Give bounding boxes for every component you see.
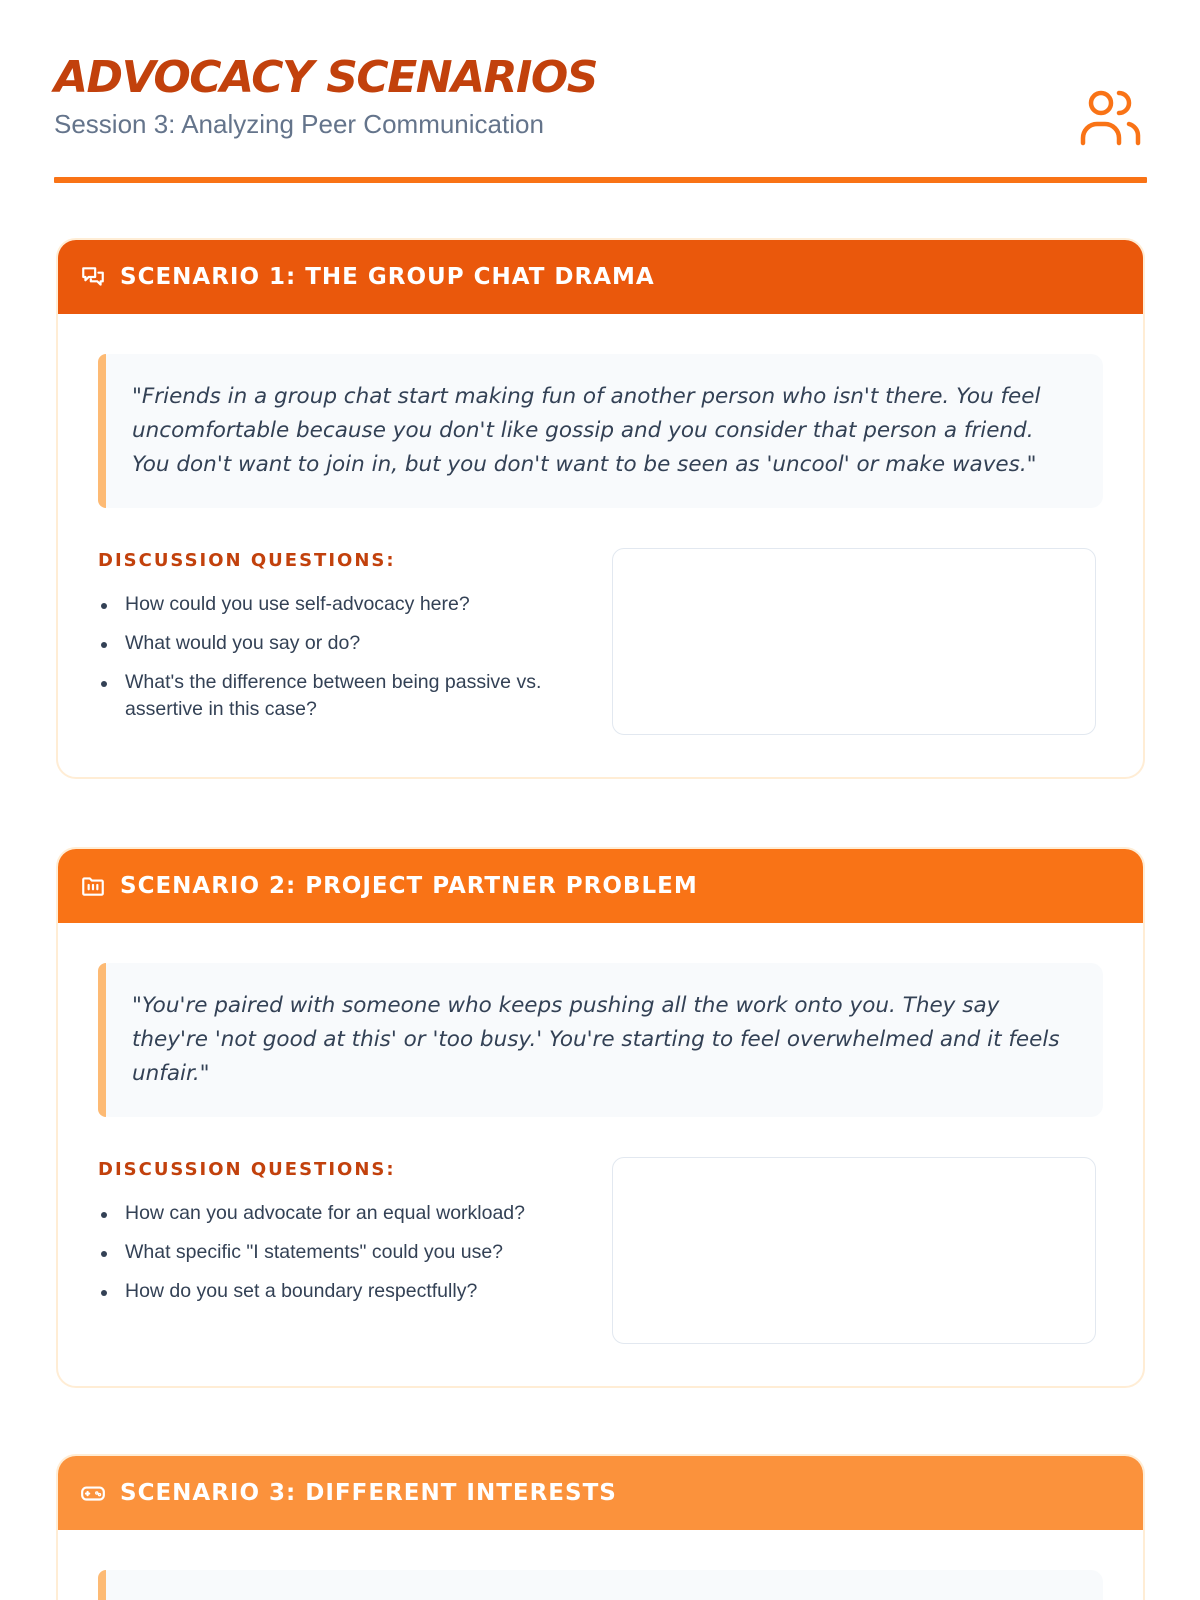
question-item: What's the difference between being passive vs. assertive in this case? (98, 669, 568, 723)
discussion-questions-label: DISCUSSION QUESTIONS: (98, 1159, 396, 1180)
question-item: How could you use self-advocacy here? (98, 591, 568, 618)
scenario-card-1 (56, 238, 1145, 779)
scenario-body (58, 923, 1143, 1384)
scenario-body (58, 314, 1143, 775)
scenario-quote: "Friends in a group chat start making fun of another person who isn't there. You feel uncomfortable because you don't like gossip and you consider that person a friend. You don't want to join in, but you don't want to be seen as 'uncool' or make waves." (98, 354, 1103, 508)
header-divider (54, 177, 1147, 183)
question-list (98, 1200, 568, 1305)
question-item: How can you advocate for an equal workload? (98, 1200, 568, 1227)
answer-box[interactable] (612, 548, 1096, 735)
scenario-card-2 (56, 847, 1145, 1388)
scenario-quote: "You're paired with someone who keeps pushing all the work onto you. They say they're 'not good at this' or 'too busy.' You're starting to feel overwhelmed and it feels unfair." (98, 963, 1103, 1117)
discussion-section (98, 1157, 1103, 1344)
scenario-header (58, 849, 1143, 923)
scenario-title: SCENARIO 2: PROJECT PARTNER PROBLEM (120, 873, 698, 899)
question-list (98, 591, 568, 723)
page-header (54, 52, 1147, 184)
scenario-header (58, 1456, 1143, 1530)
question-item: How do you set a boundary respectfully? (98, 1278, 568, 1305)
chat-bubbles-icon (80, 264, 106, 290)
scenario-title: SCENARIO 3: DIFFERENT INTERESTS (120, 1480, 617, 1506)
scenario-body (58, 1530, 1143, 1600)
discussion-questions (98, 1157, 568, 1344)
discussion-questions (98, 548, 568, 735)
scenario-title: SCENARIO 1: THE GROUP CHAT DRAMA (120, 264, 655, 290)
gamepad-icon (80, 1480, 106, 1506)
scenario-quote (98, 1570, 1103, 1600)
page-title: ADVOCACY SCENARIOS (54, 52, 597, 103)
discussion-section (98, 548, 1103, 735)
discussion-questions-label: DISCUSSION QUESTIONS: (98, 550, 396, 571)
scenario-header (58, 240, 1143, 314)
users-icon (1079, 88, 1141, 150)
page-subtitle: Session 3: Analyzing Peer Communication (54, 109, 544, 139)
question-item: What would you say or do? (98, 630, 568, 657)
folder-icon (80, 873, 106, 899)
question-item: What specific "I statements" could you use? (98, 1239, 568, 1266)
scenario-card-3 (56, 1454, 1145, 1600)
answer-box[interactable] (612, 1157, 1096, 1344)
